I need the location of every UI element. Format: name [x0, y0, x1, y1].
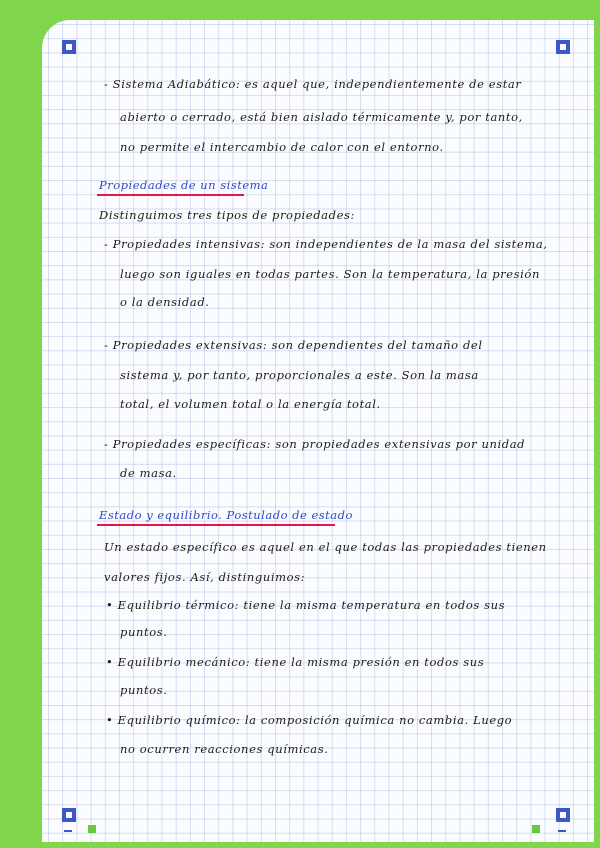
text-line: o la densidad.: [120, 295, 210, 309]
text-line: Un estado específico es aquel en el que todas las propiedades tienen: [104, 540, 547, 554]
text-line: total, el volumen total o la energía total.: [120, 397, 381, 411]
text-line: valores fijos. Así, distinguimos:: [104, 570, 306, 584]
text-line: puntos.: [120, 683, 168, 697]
text-line: • Equilibrio mecánico: tiene la misma presión en todos sus: [106, 655, 485, 669]
corner-square-icon: [556, 40, 570, 54]
text-line: Distinguimos tres tipos de propiedades:: [99, 208, 355, 222]
corner-dash-icon: [558, 830, 566, 832]
corner-dot-icon: [532, 825, 540, 833]
text-line: abierto o cerrado, está bien aislado térmicamente y, por tanto,: [120, 110, 523, 124]
text-line: - Propiedades extensivas: son dependientes del tamaño del: [104, 338, 483, 352]
text-line: luego son iguales en todas partes. Son la temperatura, la presión: [120, 267, 540, 281]
text-line: no permite el intercambio de calor con el entorno.: [120, 140, 444, 154]
text-line: no ocurren reacciones químicas.: [120, 742, 329, 756]
heading-underline: [97, 524, 335, 526]
text-line: sistema y, por tanto, proporcionales a este. Son la masa: [120, 368, 479, 382]
heading-underline: [97, 194, 244, 196]
section-heading: Estado y equilibrio. Postulado de estado: [99, 508, 353, 522]
text-line: puntos.: [120, 625, 168, 639]
text-line: de masa.: [120, 466, 177, 480]
corner-square-icon: [62, 40, 76, 54]
text-line: • Equilibrio térmico: tiene la misma temperatura en todos sus: [106, 598, 506, 612]
corner-square-icon: [62, 808, 76, 822]
text-line: - Sistema Adiabático: es aquel que, independientemente de estar: [104, 77, 522, 91]
text-line: - Propiedades específicas: son propiedades extensivas por unidad: [104, 437, 526, 451]
text-line: • Equilibrio químico: la composición química no cambia. Luego: [106, 713, 513, 727]
section-heading: Propiedades de un sistema: [99, 178, 269, 192]
corner-dot-icon: [88, 825, 96, 833]
corner-square-icon: [556, 808, 570, 822]
text-line: - Propiedades intensivas: son independientes de la masa del sistema,: [104, 237, 548, 251]
corner-dash-icon: [64, 830, 72, 832]
